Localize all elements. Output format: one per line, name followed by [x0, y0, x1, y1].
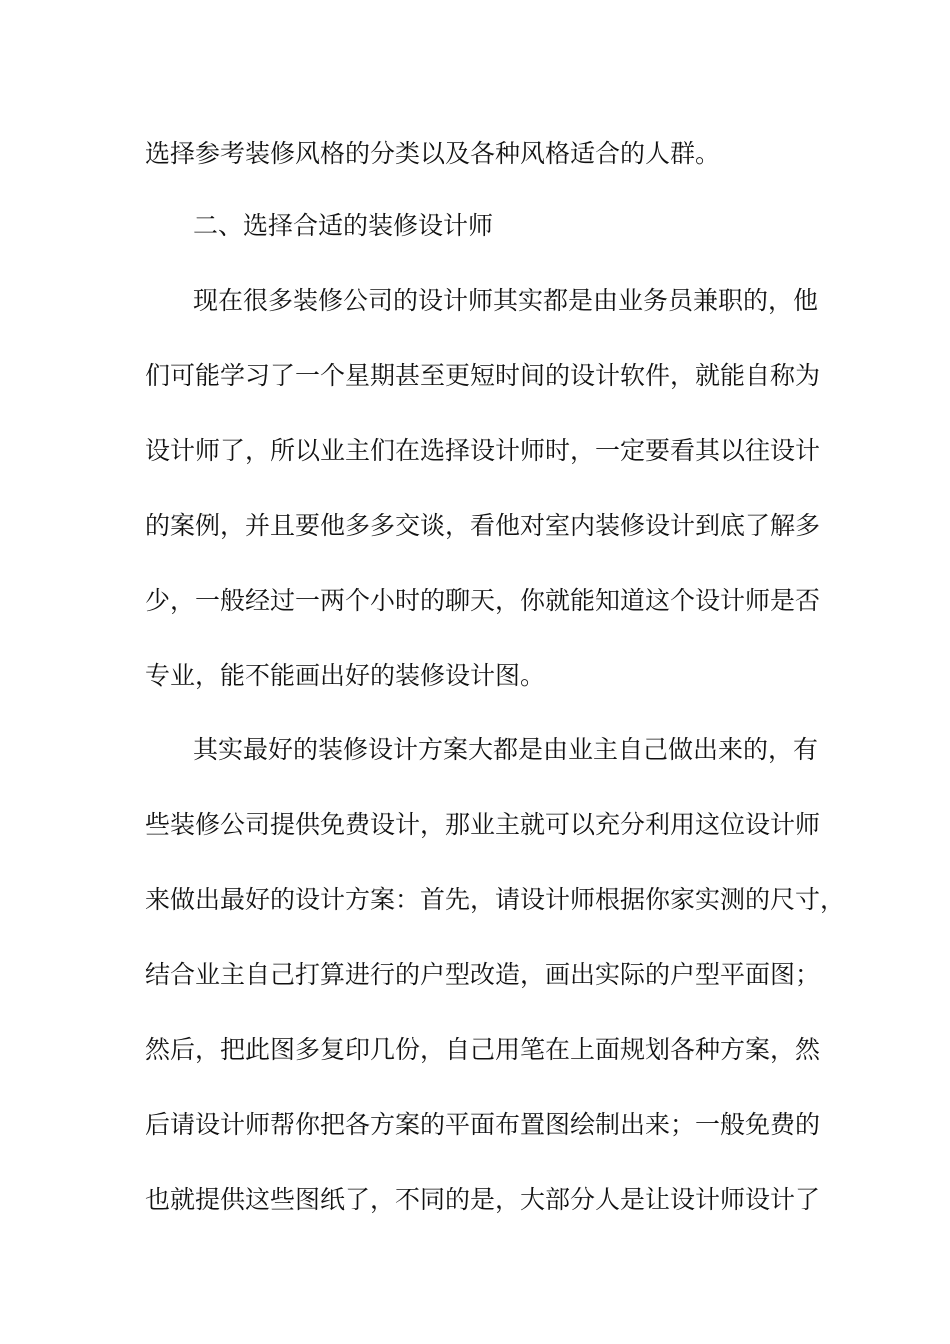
paragraph-line: 设计师了，所以业主们在选择设计师时，一定要看其以往设计: [145, 436, 821, 465]
paragraph-line: 来做出最好的设计方案：首先，请设计师根据你家实测的尺寸，: [145, 885, 846, 914]
paragraph-line: 然后，把此图多复印几份，自己用笔在上面规划各种方案，然: [145, 1035, 821, 1064]
paragraph-line: 的案例，并且要他多多交谈，看他对室内装修设计到底了解多: [145, 511, 821, 540]
section-heading: 二、选择合适的装修设计师: [193, 211, 494, 240]
paragraph-line: 后请设计师帮你把各方案的平面布置图绘制出来；一般免费的: [145, 1110, 821, 1139]
paragraph-line: 其实最好的装修设计方案大都是由业主自己做出来的，有: [193, 735, 819, 764]
paragraph-line: 些装修公司提供免费设计，那业主就可以充分利用这位设计师: [145, 810, 821, 839]
paragraph-line: 们可能学习了一个星期甚至更短时间的设计软件，就能自称为: [145, 361, 821, 390]
paragraph-line: 也就提供这些图纸了，不同的是，大部分人是让设计师设计了: [145, 1185, 821, 1214]
paragraph-line: 选择参考装修风格的分类以及各种风格适合的人群。: [145, 139, 721, 168]
paragraph-line: 少，一般经过一两个小时的聊天，你就能知道这个设计师是否: [145, 586, 821, 615]
paragraph-line: 现在很多装修公司的设计师其实都是由业务员兼职的，他: [193, 286, 819, 315]
paragraph-line: 结合业主自己打算进行的户型改造，画出实际的户型平面图；: [145, 960, 821, 989]
paragraph-line: 专业，能不能画出好的装修设计图。: [145, 661, 546, 690]
